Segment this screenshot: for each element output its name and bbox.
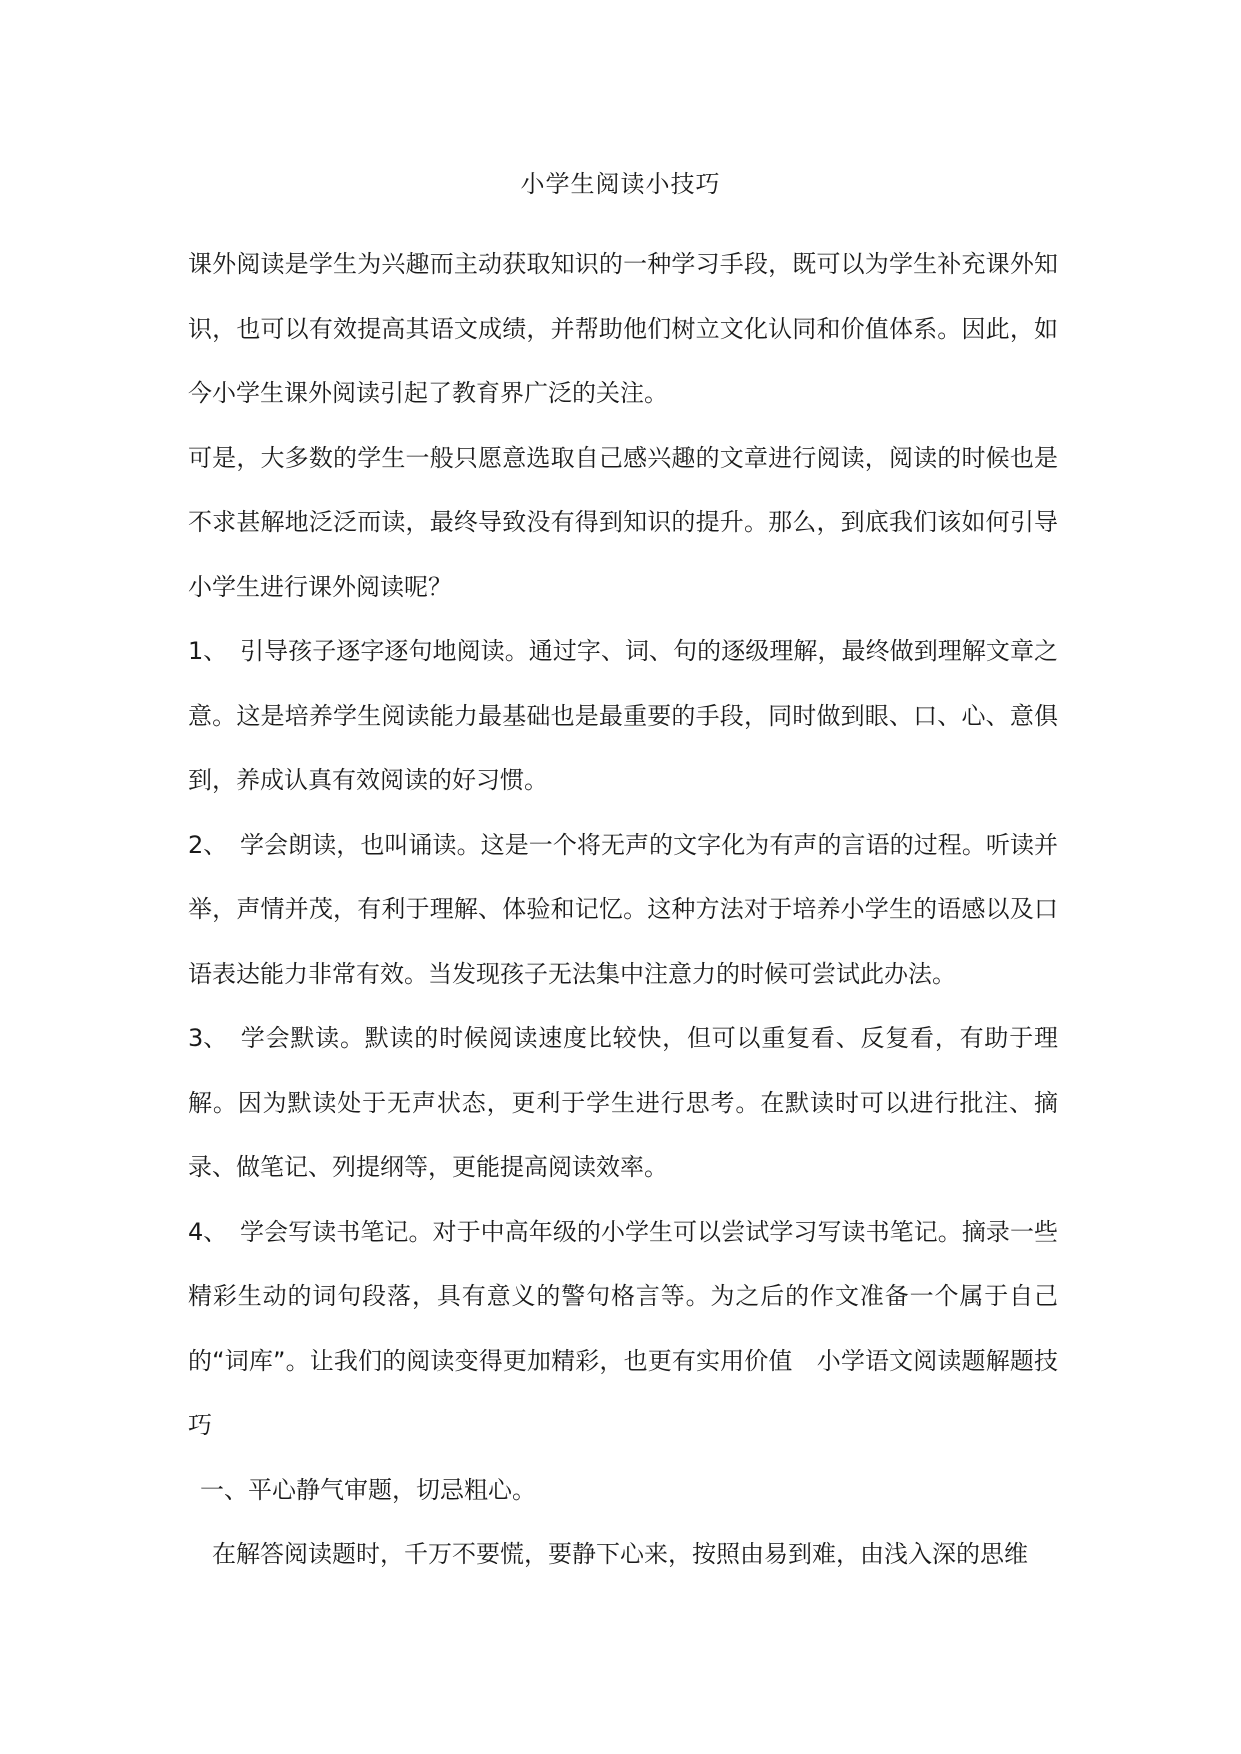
section-heading: 一、平心静气审题，切忌粗心。 (200, 1475, 536, 1504)
list-item-text: 学会默读。默读的时候阅读速度比较快，但可以重复看、反复看，有助于理解。因为默读处于无声状态，更利于学生进行思考。在默读时可以进行批注、摘录、做笔记、列提纲等，更能提高阅读效率。 (188, 1024, 1058, 1181)
list-item-text: 引导孩子逐字逐句地阅读。通过字、词、句的逐级理解，最终做到理解文章之意。这是培养学生阅读能力最基础也是最重要的手段，同时做到眼、口、心、意俱到，养成认真有效阅读的好习惯。 (188, 637, 1058, 794)
list-item-number: 1、 (188, 637, 228, 665)
list-item-1 (188, 619, 1058, 813)
section-paragraph: 在解答阅读题时，千万不要慌，要静下心来，按照由易到难，由浅入深的思维 (212, 1540, 1028, 1568)
list-item-2 (188, 813, 1058, 1007)
list-item-number: 2、 (188, 830, 228, 859)
list-item-4 (188, 1200, 1058, 1458)
list-item-text: 学会写读书笔记。对于中高年级的小学生可以尝试学习写读书笔记。摘录一些精彩生动的词句段落，具有意义的警句格言等。为之后的作文准备一个属于自己的“词库”。让我们的阅读变得更加精彩，也更有实用价值 小学语文阅读题解题技巧 (188, 1217, 1058, 1439)
list-item-text: 学会朗读，也叫诵读。这是一个将无声的文字化为有声的言语的过程。听读并举，声情并茂，有利于理解、体验和记忆。这种方法对于培养小学生的语感以及口语表达能力非常有效。当发现孩子无法集中注意力的时候可尝试此办法。 (188, 830, 1058, 988)
intro-paragraph-2: 可是，大多数的学生一般只愿意选取自己感兴趣的文章进行阅读，阅读的时候也是不求甚解地泛泛而读，最终导致没有得到知识的提升。那么，到底我们该如何引导小学生进行课外阅读呢？ (188, 443, 1058, 601)
list-item-number: 4、 (188, 1217, 228, 1246)
intro-paragraph-1: 课外阅读是学生为兴趣而主动获取知识的一种学习手段，既可以为学生补充课外知识，也可以有效提高其语文成绩，并帮助他们树立文化认同和价值体系。因此，如今小学生课外阅读引起了教育界广泛的关注。 (188, 250, 1058, 407)
list-item-number: 3、 (188, 1024, 228, 1052)
list-item-3 (188, 1006, 1058, 1200)
document-body (188, 232, 1058, 1587)
document-title: 小学生阅读小技巧 (520, 170, 721, 198)
